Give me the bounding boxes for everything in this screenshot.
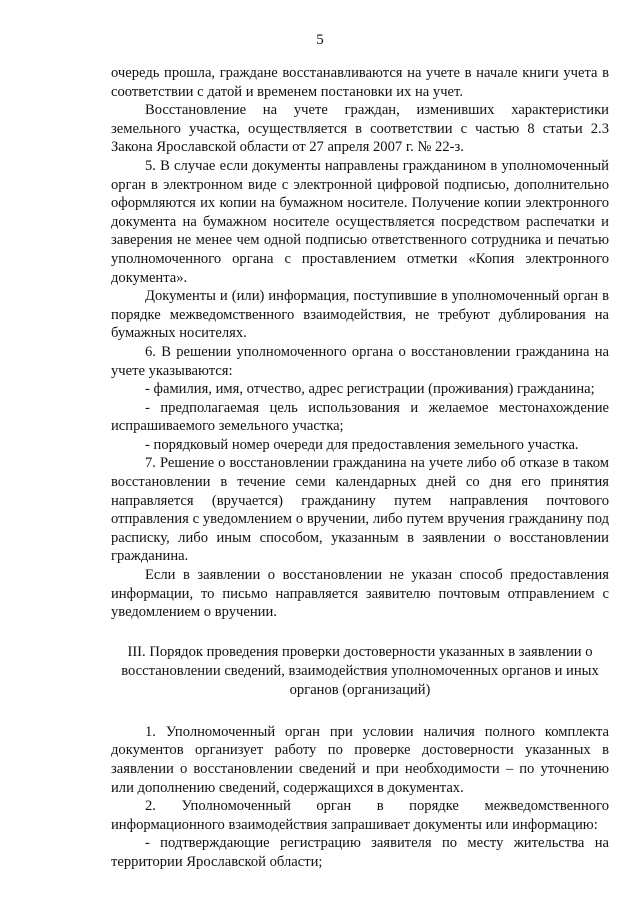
paragraph-item-7: 7. Решение о восстановлении гражданина на учете либо об отказе в таком восстановлении в течение семи календарных дней со дня его принятия направляется (вручается) гражданину путем направления почтового отправления с уведомлением о вручении, либо путем вручения гражданину под расписку, либо иным способом, указанным в заявлении о восстановлении гражданина. <box>111 455 609 565</box>
list-item-purpose-location: - предполагаемая цель использования и желаемое местонахождение испрашиваемого земельного участка; <box>111 399 609 435</box>
paragraph-item-5: 5. В случае если документы направлены гражданином в уполномоченный орган в электронном виде с электронной цифровой подписью, дополнительно оформляются их копии на бумажном носителе. Получение копии электронного документа на бумажном носителе осуществляется посредством распечатки и заверения не менее чем одной подписью ответственного сотрудника и печатью уполномоченного органа с проставлением отметки «Копия электронного документа». <box>111 157 609 286</box>
list-item-queue-number: - порядковый номер очереди для предоставления земельного участка. <box>145 436 579 453</box>
paragraph-item-6: 6. В решении уполномоченного органа о восстановлении гражданина на учете указываются: <box>111 343 609 379</box>
paragraph-section3-item-2: 2. Уполномоченный орган в порядке межведомственного информационного взаимодействия запрашивает документы или информацию: <box>111 798 609 833</box>
paragraph-restoration-land-change: Восстановление на учете граждан, изменивших характеристики земельного участка, осуществляется в соответствии с частью 8 статьи 2.3 Закона Ярославской области от 27 апреля 2007 г. № 22-з. <box>111 102 609 156</box>
paragraph-delivery-method: Если в заявлении о восстановлении не указан способ предоставления информации, то письмо направляется заявителю почтовым отправлением с уведомлением о вручении. <box>111 567 609 621</box>
section-heading: III. Порядок проведения проверки достоверности указанных в заявлении о восстановлении сведений, взаимодействия уполномоченных органов и иных органов (организаций) <box>121 643 599 698</box>
paragraph-section3-item-1: 1. Уполномоченный орган при условии наличия полного комплекта документов организует работу по проверке достоверности указанных в заявлении о восстановлении сведений и при необходимости – по уточнению или дополнению сведений, содержащихся в документах. <box>111 723 609 796</box>
paragraph-interagency-documents: Документы и (или) информация, поступившие в уполномоченный орган в порядке межведомственного взаимодействия, не требуют дублирования на бумажных носителях. <box>111 288 609 342</box>
document-body <box>111 64 609 872</box>
list-item-registration: - подтверждающие регистрацию заявителя по месту жительства на территории Ярославской области; <box>111 835 609 870</box>
list-item-name-address: - фамилия, имя, отчество, адрес регистрации (проживания) гражданина; <box>145 381 595 398</box>
page-number: 5 <box>316 32 324 48</box>
paragraph-continuation: очередь прошла, граждане восстанавливаются на учете в начале книги учета в соответствии с датой и временем постановки их на учет. <box>111 65 609 100</box>
